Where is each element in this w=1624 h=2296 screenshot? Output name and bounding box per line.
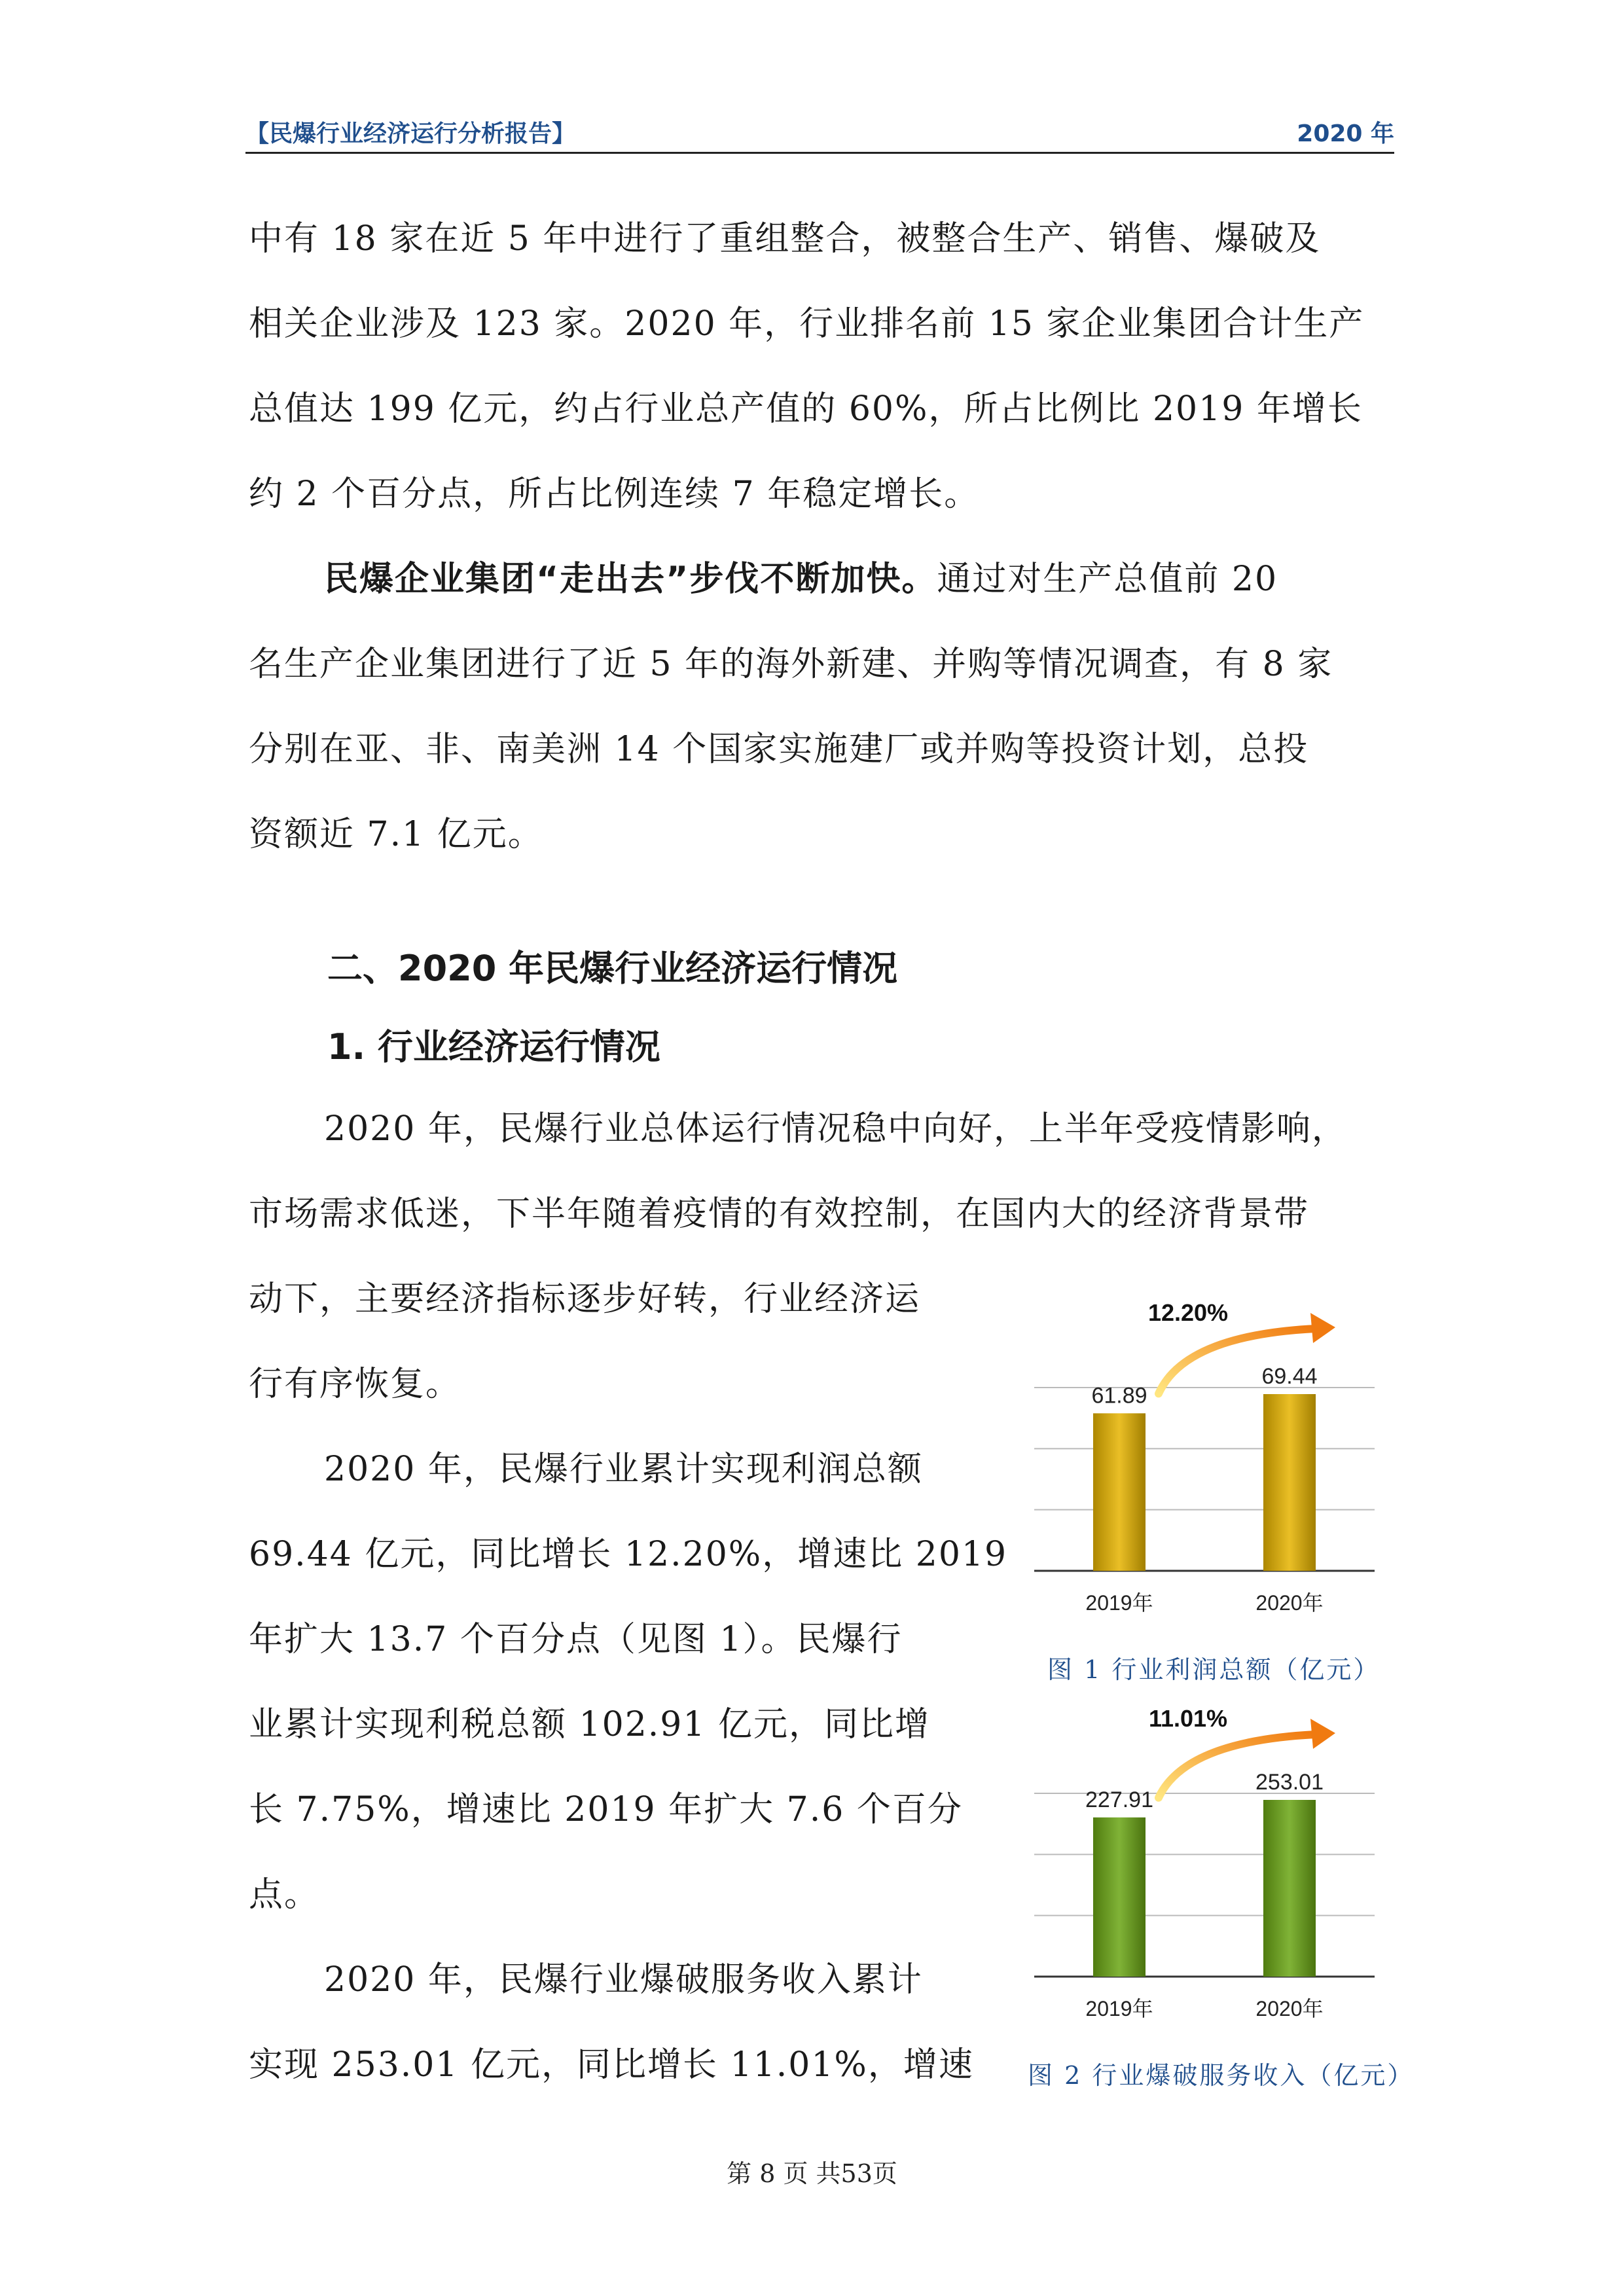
bar-2019年 — [1093, 1413, 1146, 1571]
category-label: 2020年 — [1255, 1997, 1324, 2020]
paragraph-line: 业累计实现利税总额 102.91 亿元，同比增 — [249, 1705, 931, 1744]
section-title: 二、2020 年民爆行业经济运行情况 — [327, 948, 898, 989]
bar-2019年 — [1093, 1818, 1146, 1977]
paragraph-line: 中有 18 家在近 5 年中进行了重组整合，被整合生产、销售、爆破及 — [249, 219, 1321, 259]
bold-lead: 民爆企业集团“走出去”步伐不断加快。 — [324, 560, 937, 599]
paragraph-line — [324, 560, 1278, 599]
page-footer: 第 8 页 共53页 — [727, 2159, 897, 2188]
figure-2-caption: 图 2 行业爆破服务收入（亿元） — [1028, 2061, 1415, 2090]
paragraph-line: 2020 年，民爆行业爆破服务收入累计 — [324, 1960, 923, 2000]
bar-value-label: 227.91 — [1085, 1787, 1153, 1812]
paragraph-line: 约 2 个百分点，所占比例连续 7 年稳定增长。 — [249, 475, 980, 514]
subsection-title: 1. 行业经济运行情况 — [327, 1026, 660, 1067]
paragraph-text: 通过对生产总值前 20 — [937, 560, 1278, 599]
paragraph-line: 点。 — [249, 1875, 320, 1914]
blasting-revenue-bar-chart — [1021, 1695, 1388, 2036]
paragraph-line: 长 7.75%，增速比 2019 年扩大 7.6 个百分 — [249, 1790, 963, 1829]
paragraph-line: 总值达 199 亿元，约占行业总产值的 60%，所占比例比 2019 年增长 — [249, 389, 1363, 429]
bar-value-label: 69.44 — [1261, 1364, 1318, 1389]
paragraph-line: 分别在亚、非、南美洲 14 个国家实施建厂或并购等投资计划，总投 — [249, 730, 1309, 769]
paragraph-line: 市场需求低迷，下半年随着疫情的有效控制，在国内大的经济背景带 — [249, 1194, 1310, 1234]
paragraph-line: 2020 年，民爆行业累计实现利润总额 — [324, 1450, 923, 1489]
growth-rate-label: 11.01% — [1148, 1705, 1228, 1732]
bar-2020年 — [1263, 1800, 1316, 1977]
paragraph-line: 2020 年，民爆行业总体运行情况稳中向好，上半年受疫情影响， — [324, 1109, 1347, 1149]
paragraph-line: 相关企业涉及 123 家。2020 年，行业排名前 15 家企业集团合计生产 — [249, 304, 1365, 344]
page-header — [245, 111, 1394, 154]
bar-value-label: 61.89 — [1091, 1383, 1147, 1408]
figure-1-caption: 图 1 行业利润总额（亿元） — [1047, 1655, 1380, 1684]
paragraph-line: 实现 253.01 亿元，同比增长 11.01%，增速 — [249, 2045, 974, 2085]
bar-2020年 — [1263, 1394, 1316, 1571]
profit-bar-chart — [1021, 1289, 1388, 1630]
growth-rate-label: 12.20% — [1147, 1299, 1229, 1326]
category-label: 2019年 — [1085, 1997, 1153, 2020]
report-year: 2020 年 — [1297, 120, 1394, 147]
paragraph-line: 行有序恢复。 — [249, 1365, 461, 1404]
bar-value-label: 253.01 — [1255, 1770, 1324, 1795]
growth-arrow-head — [1310, 1313, 1335, 1343]
paragraph-line: 动下，主要经济指标逐步好转，行业经济运 — [249, 1280, 921, 1319]
growth-arrow-head — [1310, 1719, 1335, 1749]
paragraph-line: 资额近 7.1 亿元。 — [249, 815, 543, 854]
paragraph-line: 69.44 亿元，同比增长 12.20%，增速比 2019 — [249, 1535, 1008, 1574]
paragraph-line: 年扩大 13.7 个百分点（见图 1）。民爆行 — [249, 1620, 903, 1659]
report-title: 【民爆行业经济运行分析报告】 — [245, 120, 576, 147]
category-label: 2020年 — [1255, 1591, 1324, 1615]
category-label: 2019年 — [1085, 1591, 1153, 1615]
paragraph-line: 名生产企业集团进行了近 5 年的海外新建、并购等情况调查，有 8 家 — [249, 645, 1333, 684]
